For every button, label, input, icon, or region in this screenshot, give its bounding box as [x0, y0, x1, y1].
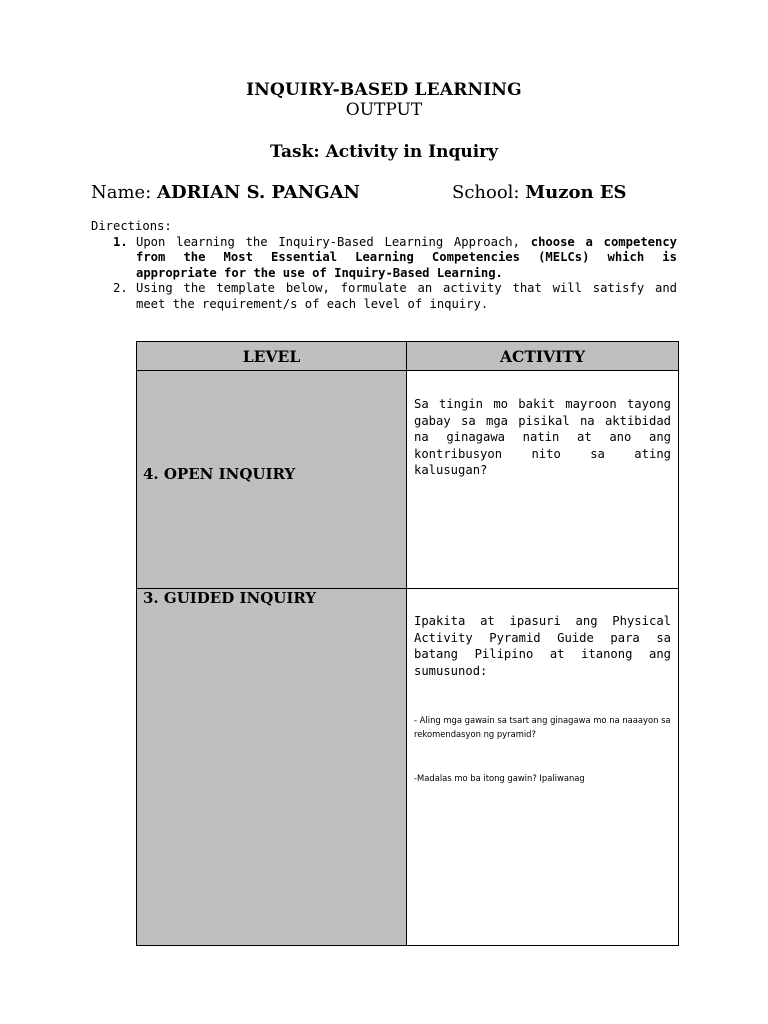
inquiry-table: [136, 341, 679, 946]
activity-question-2: -Madalas mo ba itong gawin? Ipaliwanag: [414, 773, 585, 783]
table-row-level: [137, 371, 407, 589]
item-text: Using the template below, formulate an activity that will satisfy and meet the requirement/s of each level of inquiry.: [136, 281, 677, 311]
name-label: Name:: [91, 182, 152, 203]
directions: [91, 219, 677, 312]
school-field: [452, 182, 627, 203]
name-value: ADRIAN S. PANGAN: [157, 182, 360, 203]
document-subtitle: OUTPUT: [345, 100, 423, 120]
activity-text: Sa tingin mo bakit mayroon tayong gabay sa mga pisikal na aktibidad na ginagawa natin at ano ang kontribusyon nito sa ating kalusugan?: [414, 397, 671, 477]
directions-item-2: [91, 281, 677, 312]
table-row-activity: [407, 371, 679, 589]
item-text: Upon learning the Inquiry-Based Learning Approach,: [136, 234, 520, 249]
task-heading: Task: Activity in Inquiry: [269, 142, 498, 162]
item-number: 1.: [113, 234, 128, 249]
activity-text: Ipakita at ipasuri ang Physical Activity Pyramid Guide para sa batang Pilipino at itanong ang sumusunod:: [414, 614, 671, 678]
table-row-activity: [407, 589, 679, 946]
item-text-bold: choose a competency from the Most Essential Learning Competencies (MELCs) which is appropriate for the use of Inquiry-Based Learning.: [136, 234, 678, 280]
level-label: 4. OPEN INQUIRY: [143, 465, 296, 483]
info-row: [91, 182, 711, 206]
column-header-level: LEVEL: [137, 342, 407, 371]
item-number: 2.: [113, 281, 128, 295]
directions-heading: Directions:: [91, 219, 172, 233]
directions-list: [91, 235, 677, 313]
school-value: Muzon ES: [525, 182, 627, 203]
directions-item-1: [91, 235, 677, 282]
column-header-activity: ACTIVITY: [407, 342, 679, 371]
document-title: INQUIRY-BASED LEARNING: [246, 80, 522, 100]
name-field: [91, 182, 360, 203]
table-row-level: [137, 589, 407, 946]
school-label: School:: [452, 182, 520, 203]
activity-question-1: - Aling mga gawain sa tsart ang ginagawa mo na naaayon sa rekomendasyon ng pyramid?: [414, 715, 671, 739]
level-label: 3. GUIDED INQUIRY: [143, 589, 317, 607]
